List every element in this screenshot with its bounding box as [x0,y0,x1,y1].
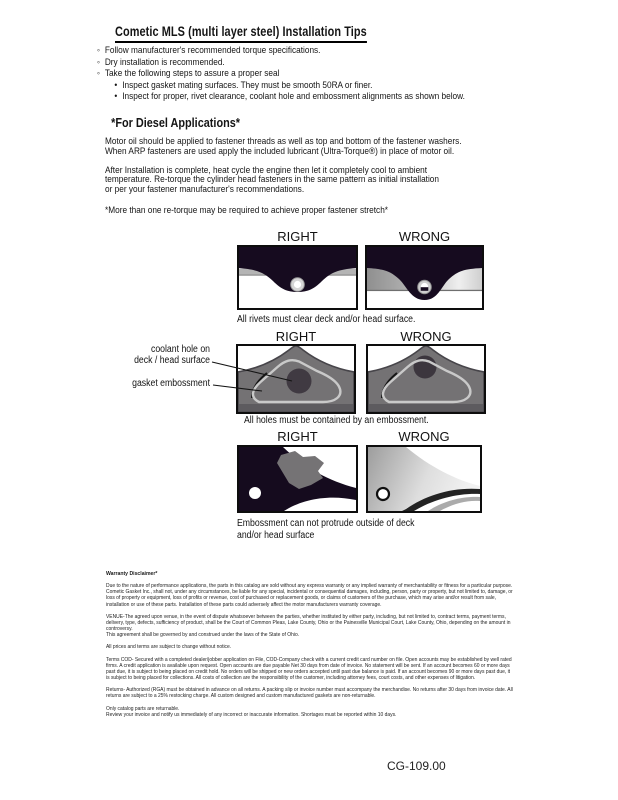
diagram-art [239,447,356,511]
paragraph: After Installation is complete, heat cycle the engine then let it completely cool to ambient temperature. Re-torque the cylinder head fasteners in the same pattern as initial installation or per your fastener manufacturer's recommendations. [105,164,439,196]
page-code: CG-109.00 [387,759,446,773]
diagram-art [368,346,484,412]
callout-leader-lines [205,355,305,399]
legal-paragraph: Due to the nature of performance applications, the parts in this catalog are sold without any express warranty or any implied warranty of merchantability or fitness for a particular purpose. Cometic Gasket Inc., shall not, under any circumstances, be liable for any special, incidental or consequential damages, including, person, party or property, but not limited to, damage, or loss of property or equipment, loss of profits or revenue, cost of purchased or replacement goods, or claims of customers of the purchase, which may arise and/or result from sale, installation or use of these parts. Installation of these parts could adversely affect the motor manufacturers warranty coverage. [106,583,513,608]
tip-text: Inspect for proper, rivet clearance, coolant hole and embossment alignments as shown below. [122,91,465,103]
page-title: Cometic MLS (multi layer steel) Installation Tips [115,23,367,43]
diagram-art [368,447,480,511]
rivet-clearance-wrong-diagram [365,245,484,310]
installation-tips-list [97,45,549,103]
legal-paragraph: Only catalog parts are returnable. [106,705,180,712]
circle-bullet-icon: ◦ [97,56,100,68]
tip-text: Take the following steps to assure a proper seal [104,68,280,80]
protrusion-right-diagram [237,445,358,513]
legal-paragraph: Terms COD- Secured with a completed dealer/jobber application on File, COD-Company check with a current credit card number on file. Open accounts may be established by well rated firms. A credit application is available upon request. Open accounts are due payable Net 30 days from date of invoice. No statement will be sent. If an account becomes 60 or more days past due, it is subject to being placed on credit hold. No orders will be shipped or new orders accepted until past due balance is paid. If an account becomes 90 or more days past due, it is subject to being placed for collections. All costs of collection are the responsibility of the customer, including attorney fees, court costs, and other expenses of litigation. [106,656,512,682]
coolant-hole-callout: coolant hole on deck / head surface [134,344,210,366]
tip-text: Inspect gasket mating surfaces. They must be smooth 50RA or finer. [122,79,373,91]
diagram-art [239,247,356,308]
diagram-caption: All rivets must clear deck and/or head surface. [237,314,416,325]
protrusion-wrong-diagram [366,445,482,513]
section-heading: *For Diesel Applications* [111,116,241,130]
embossment-wrong-diagram [366,344,486,414]
legal-paragraph: All prices and terms are subject to change without notice. [106,644,232,651]
legal-heading: Warranty Disclaimer* [106,571,158,577]
retorque-note: *More than one re-torque may be required to achieve proper fastener stretch* [105,204,389,216]
rivet-clearance-right-diagram [237,245,358,310]
wrong-label: WRONG [400,329,452,344]
right-label: RIGHT [277,229,318,244]
wrong-label: WRONG [398,429,450,444]
list-item [114,80,549,92]
warranty-disclaimer-section [106,571,515,724]
legal-paragraph: This agreement shall be governed by and construed under the laws of the State of Ohio. [106,632,300,639]
list-item [97,45,549,57]
legal-paragraph: Returns- Authorized (RGA) must be obtained in advance on all returns. A packing slip or invoice number must accompany the merchandise. No returns after 30 days from invoice date. All returns are subject to a 25% restocking charge. All custom designed and custom manufactured gaskets are non-returnable. [106,687,513,700]
dot-bullet-icon: • [114,91,118,103]
legal-paragraph: VENUE-The agreed upon venue, in the event of dispute whatsoever between the parties, whether instituted by either party, including, but not limited to, contract terms, payment terms, delivery, type, defects, sufficiency of product, shall be the Court of Common Pleas, Lake County, Ohio or the Painesville Municipal Court, Lake County, Ohio, depending on the amount in controversy. [106,613,511,633]
wrong-label: WRONG [398,229,451,244]
dot-bullet-icon: • [114,79,118,91]
diagram-caption: Embossment can not protrude outside of deck and/or head surface [237,518,415,541]
tip-text: Follow manufacturer's recommended torque specifications. [104,45,321,56]
right-label: RIGHT [277,429,318,444]
right-label: RIGHT [275,329,317,344]
diagram-caption: All holes must be contained by an embossment. [244,415,429,426]
circle-bullet-icon: ◦ [97,68,100,80]
list-item [114,91,549,103]
list-item [97,57,549,69]
paragraph: Motor oil should be applied to fastener threads as well as top and bottom of the fastener washers. When ARP fasteners are used apply the included lubricant (Ultra-Torque®) in place of motor oil. [105,136,462,157]
gasket-embossment-callout: gasket embossment [132,378,210,389]
tip-text: Dry installation is recommended. [104,56,225,68]
diesel-applications-section [105,117,557,225]
circle-bullet-icon: ◦ [97,45,100,56]
list-item [97,68,549,80]
legal-paragraph: Review your invoice and notify us immediately of any incorrect or inaccurate information. Shortages must be reported within 10 days. [106,711,397,718]
diagram-art [367,247,482,308]
